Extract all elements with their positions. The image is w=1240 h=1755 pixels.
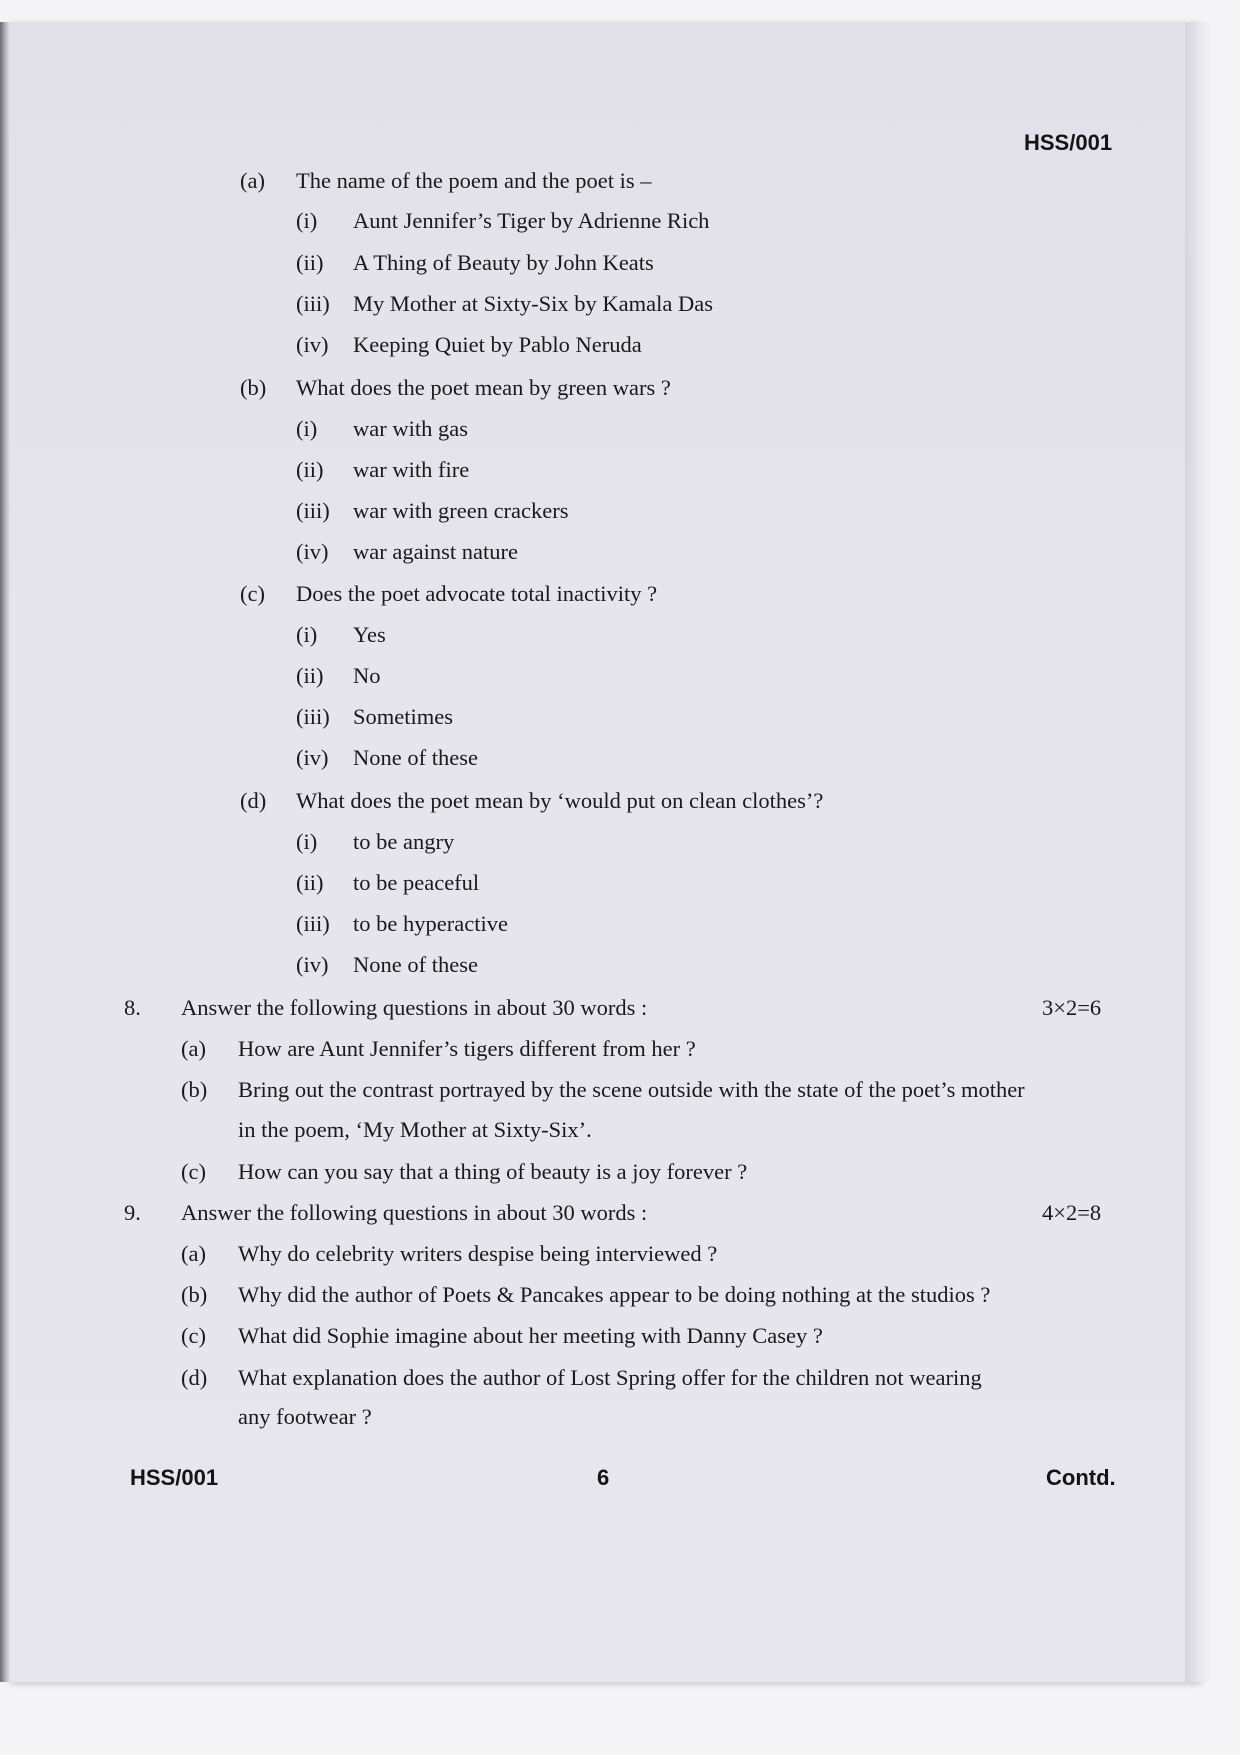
q9-part-label: (a) bbox=[181, 1241, 206, 1266]
q7-d-opt-text: to be peaceful bbox=[353, 870, 480, 895]
q7-b-opt-label: (ii) bbox=[296, 457, 324, 482]
q7-a-opt-label: (iv) bbox=[296, 332, 329, 357]
q7-d-opt-text: to be angry bbox=[353, 829, 455, 854]
q7-c-opt-label: (iii) bbox=[296, 704, 330, 729]
q7-part-c-text: Does the poet advocate total inactivity ? bbox=[296, 581, 658, 606]
continued-label: Contd. bbox=[1046, 1465, 1116, 1490]
q7-part-b-label: (b) bbox=[240, 375, 267, 400]
q8-marks: 3×2=6 bbox=[1042, 995, 1102, 1020]
q9-part-text: Why do celebrity writers despise being interviewed ? bbox=[238, 1241, 718, 1266]
q9-prompt: Answer the following questions in about 30 words : bbox=[181, 1200, 648, 1225]
q7-b-opt-label: (i) bbox=[296, 416, 318, 441]
paper-right-edge bbox=[1185, 22, 1213, 1682]
q7-c-opt-text: None of these bbox=[353, 745, 478, 770]
q7-part-d-text: What does the poet mean by ‘would put on clean clothes’? bbox=[296, 788, 824, 813]
q9-part-text: What did Sophie imagine about her meeting with Danny Casey ? bbox=[238, 1323, 823, 1348]
q7-b-opt-label: (iv) bbox=[296, 539, 329, 564]
q8-part-text-cont: in the poem, ‘My Mother at Sixty-Six’. bbox=[238, 1117, 592, 1142]
q8-part-label: (b) bbox=[181, 1077, 208, 1102]
q7-c-opt-text: Sometimes bbox=[353, 704, 453, 729]
q7-part-c-label: (c) bbox=[240, 581, 265, 606]
q7-d-opt-text: to be hyperactive bbox=[353, 911, 508, 936]
q7-b-opt-text: war against nature bbox=[353, 539, 518, 564]
q7-d-opt-label: (ii) bbox=[296, 870, 324, 895]
q7-a-opt-label: (i) bbox=[296, 208, 318, 233]
q7-a-opt-label: (iii) bbox=[296, 291, 330, 316]
q8-part-text: How can you say that a thing of beauty is a joy forever ? bbox=[238, 1159, 748, 1184]
q7-part-a-text: The name of the poem and the poet is – bbox=[296, 168, 652, 193]
q7-d-opt-text: None of these bbox=[353, 952, 478, 977]
q8-part-text: How are Aunt Jennifer’s tigers different from her ? bbox=[238, 1036, 696, 1061]
q7-part-a-label: (a) bbox=[240, 168, 265, 193]
q7-d-opt-label: (i) bbox=[296, 829, 318, 854]
q7-a-opt-text: My Mother at Sixty-Six by Kamala Das bbox=[353, 291, 713, 316]
q7-a-opt-text: Aunt Jennifer’s Tiger by Adrienne Rich bbox=[353, 208, 710, 233]
q7-a-opt-text: A Thing of Beauty by John Keats bbox=[353, 250, 654, 275]
q8-part-label: (a) bbox=[181, 1036, 206, 1061]
q9-number: 9. bbox=[124, 1200, 141, 1225]
q8-part-label: (c) bbox=[181, 1159, 206, 1184]
paper-left-shadow bbox=[0, 22, 10, 1682]
q9-marks: 4×2=8 bbox=[1042, 1200, 1102, 1225]
q7-part-b-text: What does the poet mean by green wars ? bbox=[296, 375, 671, 400]
q7-c-opt-label: (i) bbox=[296, 622, 318, 647]
q7-a-opt-text: Keeping Quiet by Pablo Neruda bbox=[353, 332, 642, 357]
q8-prompt: Answer the following questions in about 30 words : bbox=[181, 995, 648, 1020]
q8-part-text: Bring out the contrast portrayed by the scene outside with the state of the poet’s mother bbox=[238, 1077, 1025, 1102]
q8-number: 8. bbox=[124, 995, 141, 1020]
q7-d-opt-label: (iii) bbox=[296, 911, 330, 936]
q9-part-text-cont: any footwear ? bbox=[238, 1404, 372, 1429]
q7-c-opt-text: Yes bbox=[353, 622, 386, 647]
q7-c-opt-label: (iv) bbox=[296, 745, 329, 770]
q9-part-label: (c) bbox=[181, 1323, 206, 1348]
q7-c-opt-label: (ii) bbox=[296, 663, 324, 688]
footer-course-code: HSS/001 bbox=[130, 1465, 219, 1490]
q9-part-text: Why did the author of Poets & Pancakes appear to be doing nothing at the studios ? bbox=[238, 1282, 991, 1307]
q7-part-d-label: (d) bbox=[240, 788, 267, 813]
q7-b-opt-text: war with green crackers bbox=[353, 498, 569, 523]
q7-c-opt-text: No bbox=[353, 663, 381, 688]
q7-b-opt-text: war with fire bbox=[353, 457, 470, 482]
page-number: 6 bbox=[597, 1465, 610, 1490]
q7-b-opt-text: war with gas bbox=[353, 416, 468, 441]
q9-part-label: (b) bbox=[181, 1282, 208, 1307]
q7-d-opt-label: (iv) bbox=[296, 952, 329, 977]
q7-b-opt-label: (iii) bbox=[296, 498, 330, 523]
q7-a-opt-label: (ii) bbox=[296, 250, 324, 275]
q9-part-label: (d) bbox=[181, 1365, 208, 1390]
q9-part-text: What explanation does the author of Lost Spring offer for the children not wearing bbox=[238, 1365, 982, 1390]
header-course-code: HSS/001 bbox=[1024, 130, 1113, 155]
